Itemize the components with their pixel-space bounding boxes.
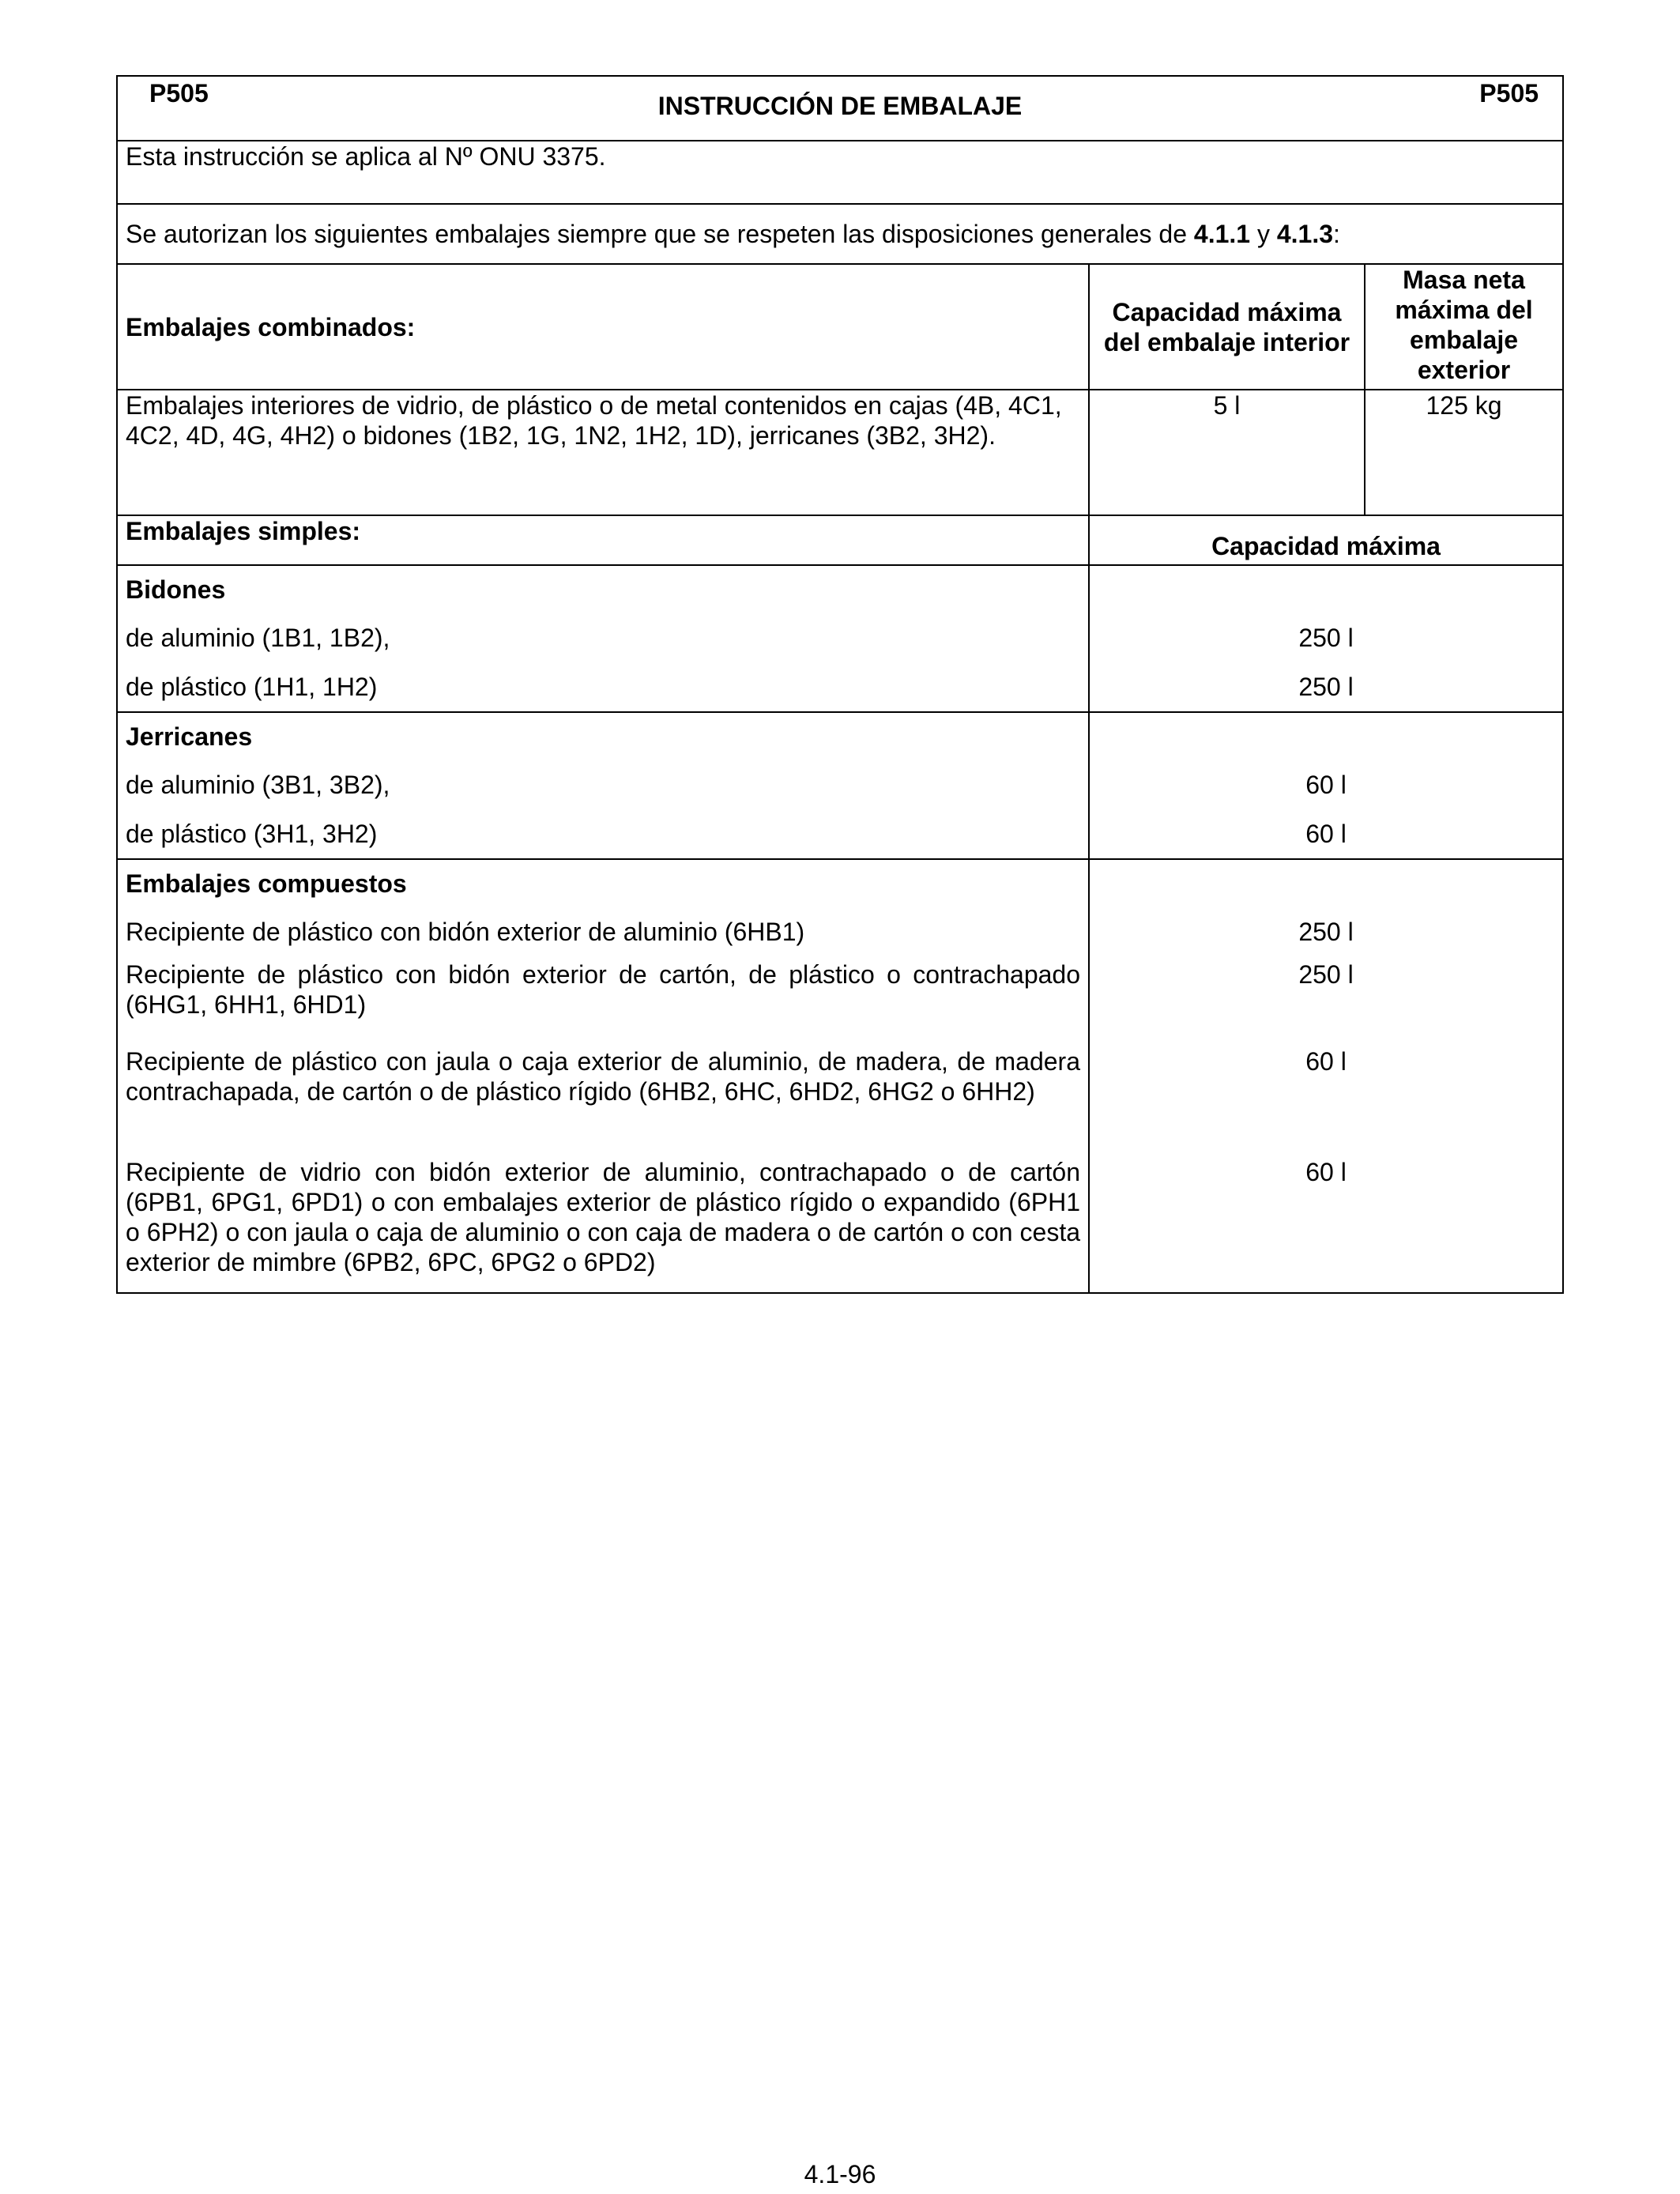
item-text: Recipiente de vidrio con bidón exterior de aluminio, contrachapado o de cartón (6PB1, 6PG1, 6PD1) o con embalajes exterior de plástico rígido o expandido (6PH1 o 6PH2) o con jaula o caja de aluminio o con caja de madera o de cartón o con cesta exterior de mimbre (6PB2, 6PC, 6PG2 o 6PD2): [117, 1154, 1089, 1293]
list-item: [117, 907, 1563, 956]
group-title-row: [117, 565, 1563, 613]
combined-capacity-value: 5 l: [1089, 390, 1365, 515]
group-title: Bidones: [117, 565, 1089, 613]
single-header-row: [117, 515, 1563, 565]
item-text: de plástico (1H1, 1H2): [117, 662, 1089, 712]
item-text: Recipiente de plástico con jaula o caja exterior de aluminio, de madera, de madera contrachapada, de cartón o de plástico rígido (6HB2, 6HC, 6HD2, 6HG2 o 6HH2): [117, 1043, 1089, 1154]
single-packaging-label: Embalajes simples:: [117, 515, 1089, 565]
instruction-code-right: P505: [1479, 79, 1539, 107]
item-text: de plástico (3H1, 3H2): [117, 809, 1089, 859]
packing-instruction-table: [116, 75, 1564, 1294]
combined-body-row: [117, 390, 1563, 515]
instruction-code-left: P505: [149, 79, 209, 107]
list-item: [117, 662, 1563, 712]
item-text: Recipiente de plástico con bidón exterior de cartón, de plástico o contrachapado (6HG1, 6HH1, 6HD1): [117, 956, 1089, 1043]
header-row: [117, 76, 1563, 141]
item-value: 250 l: [1089, 613, 1563, 662]
list-item: [117, 956, 1563, 1043]
reference-4-1-1: 4.1.1: [1193, 220, 1251, 248]
page-title: INSTRUCCIÓN DE EMBALAJE: [657, 92, 1023, 120]
combined-description: Embalajes interiores de vidrio, de plástico o de metal contenidos en cajas (4B, 4C1, 4C2, 4D, 4G, 4H2) o bidones (1B2, 1G, 1N2, 1H2, 1D), jerricanes (3B2, 3H2).: [117, 390, 1089, 515]
authorized-text: Se autorizan los siguientes embalajes siempre que se respeten las disposiciones generales de 4.1.1 y 4.1.3:: [126, 220, 1340, 248]
combined-packaging-label: Embalajes combinados:: [117, 264, 1089, 390]
item-text: de aluminio (1B1, 1B2),: [117, 613, 1089, 662]
combined-capacity-header: Capacidad máxima del embalaje interior: [1089, 264, 1365, 390]
list-item: [117, 760, 1563, 809]
combined-mass-header: Masa neta máxima del embalaje exterior: [1365, 264, 1563, 390]
list-item: [117, 1154, 1563, 1293]
reference-4-1-3: 4.1.3: [1276, 220, 1334, 248]
page-number: 4.1-96: [804, 2160, 876, 2188]
item-text: de aluminio (3B1, 3B2),: [117, 760, 1089, 809]
combined-mass-value: 125 kg: [1365, 390, 1563, 515]
single-capacity-header: Capacidad máxima: [1089, 515, 1563, 565]
list-item: [117, 613, 1563, 662]
item-value: 250 l: [1089, 907, 1563, 956]
list-item: [117, 809, 1563, 859]
group-title-row: [117, 859, 1563, 907]
item-value: 60 l: [1089, 760, 1563, 809]
list-item: [117, 1043, 1563, 1154]
authorized-row: [117, 204, 1563, 264]
group-title: Jerricanes: [117, 712, 1089, 760]
combined-header-row: [117, 264, 1563, 390]
applies-to-text: Esta instrucción se aplica al Nº ONU 3375.: [117, 141, 1563, 204]
item-text: Recipiente de plástico con bidón exterior de aluminio (6HB1): [117, 907, 1089, 956]
group-title-row: [117, 712, 1563, 760]
item-value: 250 l: [1089, 662, 1563, 712]
item-value: 60 l: [1089, 809, 1563, 859]
item-value: 60 l: [1089, 1043, 1563, 1154]
group-title: Embalajes compuestos: [117, 859, 1089, 907]
item-value: 250 l: [1089, 956, 1563, 1043]
item-value: 60 l: [1089, 1154, 1563, 1293]
applies-to-row: [117, 141, 1563, 204]
